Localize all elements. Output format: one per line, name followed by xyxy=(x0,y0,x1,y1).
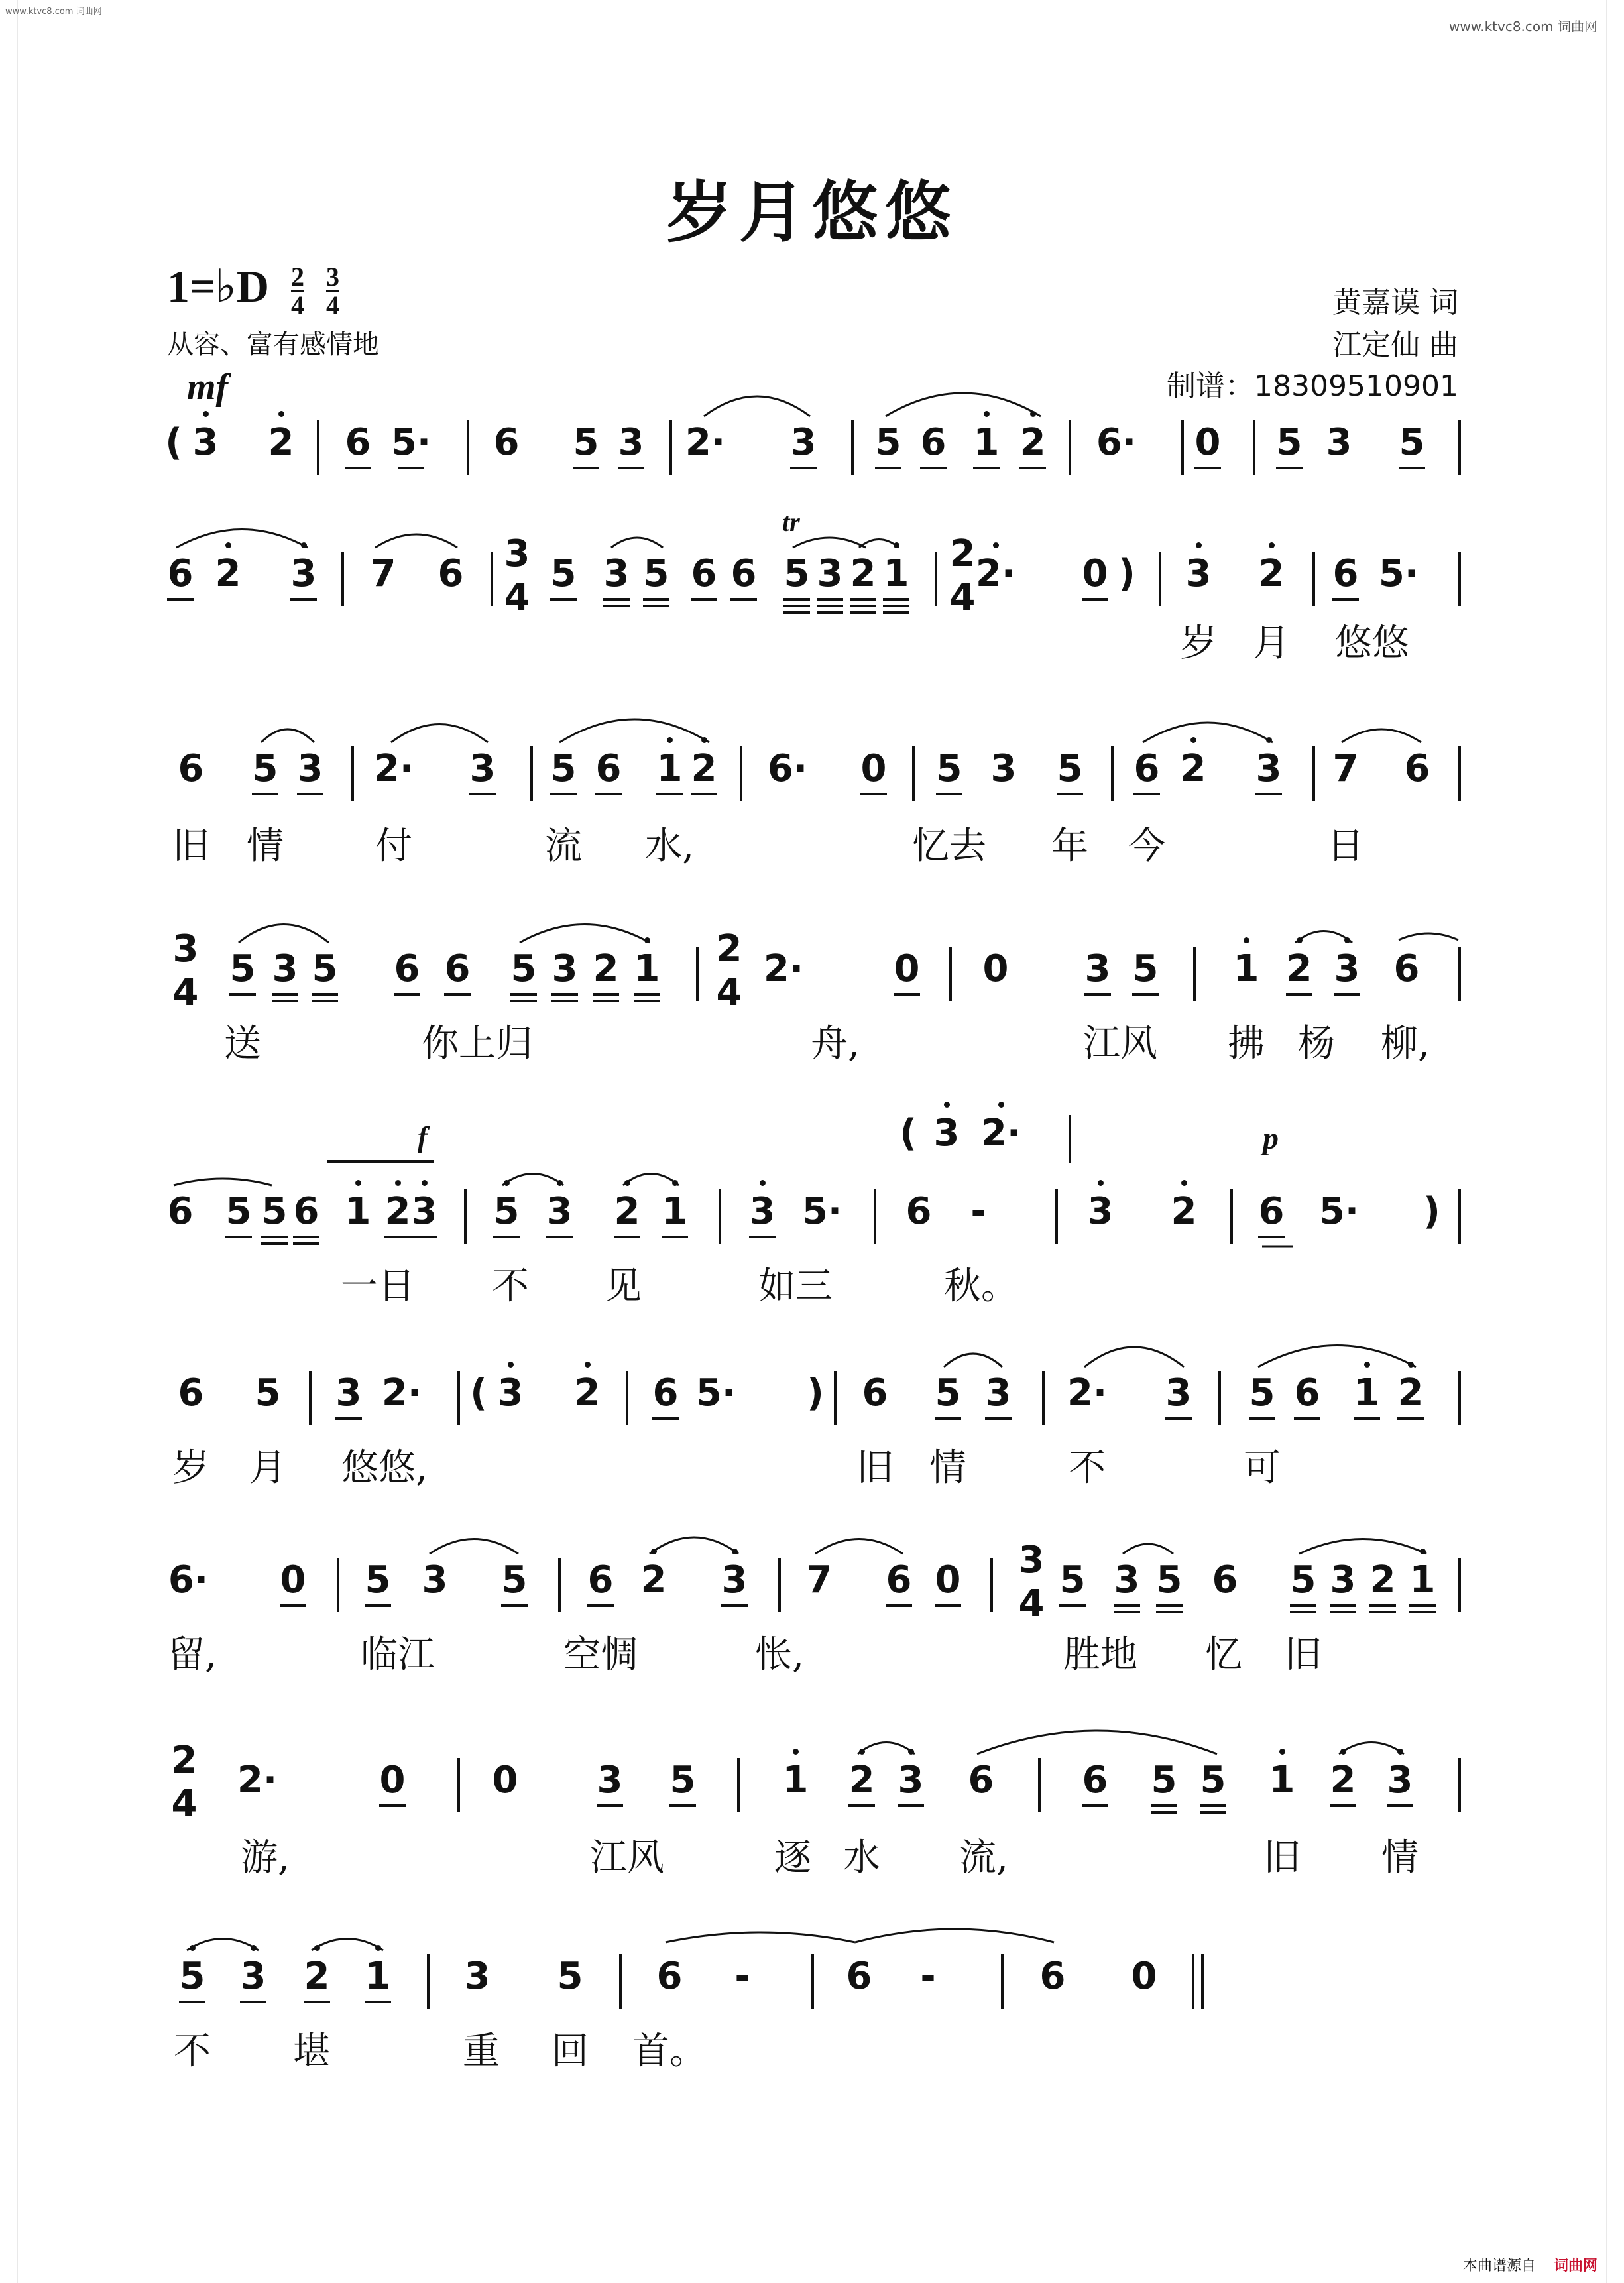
note: 6 xyxy=(1294,1372,1320,1415)
note: 3 xyxy=(411,1190,437,1233)
note: 2 xyxy=(384,1190,411,1233)
dynamic-mf: mf xyxy=(187,367,229,408)
slur-arc xyxy=(239,925,329,943)
note: 2· xyxy=(1067,1372,1108,1415)
transcriber-credit: 制谱：18309510901 xyxy=(1167,369,1458,403)
lyric-syllable: 旧 xyxy=(172,825,209,868)
note: 1 xyxy=(345,1190,371,1233)
note: 2 xyxy=(1171,1190,1197,1233)
slur-arc xyxy=(855,1929,1054,1942)
note: 2· xyxy=(763,947,804,990)
note: 3 xyxy=(1185,552,1212,595)
lyric-syllable: 胜地 xyxy=(1063,1633,1137,1676)
note: 5 xyxy=(229,947,256,990)
note: 3 xyxy=(817,552,843,595)
note: 5· xyxy=(1378,552,1419,595)
slur-arc xyxy=(559,719,709,742)
note: 5 xyxy=(875,421,901,464)
lyric-syllable: 旧 xyxy=(1263,1836,1301,1879)
lyric-syllable: 江风 xyxy=(590,1836,664,1879)
lyric-syllable: 空惆 xyxy=(563,1633,638,1676)
lyric-syllable: 旧 xyxy=(856,1446,894,1490)
note: 5 xyxy=(365,1558,391,1602)
note: 6 xyxy=(595,747,622,790)
note: 6· xyxy=(767,747,808,790)
tempo-marking: 从容、富有感情地 xyxy=(167,329,379,360)
trill-mark: tr xyxy=(782,507,800,537)
note: 6 xyxy=(345,421,371,464)
note: 2 xyxy=(1369,1558,1396,1602)
note: 5 xyxy=(501,1558,528,1602)
note: 6 xyxy=(1212,1558,1238,1602)
note: 5 xyxy=(936,747,962,790)
time-sig-change: 4 xyxy=(949,576,976,619)
note: 3 xyxy=(335,1372,362,1415)
note: 6 xyxy=(293,1190,319,1233)
note: 5 xyxy=(1057,747,1083,790)
note: 6 xyxy=(905,1190,932,1233)
note: 0 xyxy=(935,1558,961,1602)
note: 2 xyxy=(304,1955,330,1998)
time-sig-change: 4 xyxy=(716,971,742,1014)
lyric-syllable: 可 xyxy=(1244,1446,1281,1490)
note: 5 xyxy=(557,1955,583,1998)
time-sig-change: 2 xyxy=(171,1739,198,1782)
paren-close: ) xyxy=(1423,1190,1440,1233)
note: 5· xyxy=(1318,1190,1360,1233)
lyric-syllable: 送 xyxy=(224,1022,261,1065)
note: 5 xyxy=(1132,947,1159,990)
lyric-syllable: 临江 xyxy=(361,1633,435,1676)
time-signature-2-4: $\frac{2}{4}$ xyxy=(290,261,304,320)
lyric-syllable: 秋。 xyxy=(944,1265,1018,1308)
note: 6 xyxy=(1039,1955,1066,1998)
note: 5· xyxy=(801,1190,842,1233)
note: 0 xyxy=(492,1759,518,1802)
note: 1 xyxy=(1354,1372,1380,1415)
note: 1 xyxy=(634,947,660,990)
slur-arc xyxy=(886,393,1041,416)
note: 3 xyxy=(272,947,298,990)
note: 5 xyxy=(179,1955,205,1998)
note: 6 xyxy=(846,1955,872,1998)
time-signature-3-4: $\frac{3}{4}$ xyxy=(325,261,339,320)
note: 2 xyxy=(1019,421,1046,464)
note: 0 xyxy=(982,947,1009,990)
note: 2 xyxy=(848,1759,875,1802)
note: 3 xyxy=(240,1955,266,1998)
composer-credit: 江定仙 曲 xyxy=(1332,328,1458,362)
note: 5· xyxy=(695,1372,736,1415)
lyric-syllable: 悠悠, xyxy=(341,1446,428,1490)
lyric-syllable: 逐 xyxy=(774,1836,811,1879)
paren-open: ( xyxy=(470,1372,487,1415)
slur-arc xyxy=(1339,1743,1404,1755)
slur-arc xyxy=(650,1537,738,1554)
note: 6 xyxy=(920,421,947,464)
time-sig-change: 3 xyxy=(504,532,530,575)
site-watermark-left: www.ktvc8.com 词曲网 xyxy=(5,7,102,17)
note: 5 xyxy=(1399,421,1425,464)
note: 7 xyxy=(806,1558,833,1602)
note: 1 xyxy=(365,1955,391,1998)
lyric-syllable: 回 xyxy=(551,2030,589,2073)
note: 5 xyxy=(225,1190,252,1233)
lyric-syllable: 不 xyxy=(492,1265,529,1308)
note: 6 xyxy=(886,1558,912,1602)
note: 6 xyxy=(178,747,204,790)
note: 2· xyxy=(980,1112,1021,1155)
note: 3 xyxy=(749,1190,776,1233)
note: 2· xyxy=(685,421,726,464)
note: 3 xyxy=(464,1955,491,1998)
lyric-syllable: 流, xyxy=(959,1836,1008,1879)
paren-open: ( xyxy=(165,421,182,464)
note: 3 xyxy=(990,747,1017,790)
note: 6 xyxy=(862,1372,888,1415)
lyric-syllable: 今 xyxy=(1128,825,1165,868)
note: 5 xyxy=(550,552,577,595)
note: 5 xyxy=(1290,1558,1316,1602)
site-watermark-right: www.ktvc8.com 词曲网 xyxy=(1448,19,1597,34)
note: 3 xyxy=(618,421,644,464)
note: 5 xyxy=(312,947,338,990)
note: 1 xyxy=(782,1759,809,1802)
note: 5 xyxy=(643,552,669,595)
note: 6 xyxy=(587,1558,614,1602)
lyric-syllable: 堪 xyxy=(293,2030,330,2073)
note: 0 xyxy=(1131,1955,1157,1998)
note: 6 xyxy=(437,552,464,595)
note: 6 xyxy=(493,421,520,464)
note: 3 xyxy=(1114,1558,1140,1602)
note: 5 xyxy=(510,947,537,990)
slur-arc xyxy=(977,1731,1217,1754)
lyricist-credit: 黄嘉谟 词 xyxy=(1332,286,1458,320)
lyric-syllable: 月 xyxy=(249,1446,286,1490)
time-sig-change: 4 xyxy=(171,1783,198,1826)
note: - xyxy=(970,1190,986,1233)
lyric-syllable: 日 xyxy=(1327,825,1364,868)
note: 2 xyxy=(1180,747,1206,790)
note: 6 xyxy=(730,552,757,595)
note: 0 xyxy=(280,1558,306,1602)
footer-brand: 词曲网 xyxy=(1553,2258,1597,2274)
note: 3 xyxy=(1326,421,1352,464)
note: 3 xyxy=(422,1558,448,1602)
note: 2 xyxy=(1286,947,1312,990)
note: 3 xyxy=(597,1759,623,1802)
note: 0 xyxy=(379,1759,406,1802)
note: 3 xyxy=(1255,747,1282,790)
lyric-syllable: 怅, xyxy=(755,1633,804,1676)
time-sig-change: 4 xyxy=(504,576,530,619)
note: 2 xyxy=(614,1190,640,1233)
time-sig-change: 3 xyxy=(172,927,199,970)
slur-arc xyxy=(1258,1346,1416,1368)
lyric-syllable: 留, xyxy=(168,1633,217,1676)
slur-arc xyxy=(174,1179,272,1185)
slur-arc xyxy=(858,1743,915,1755)
note: 2 xyxy=(640,1558,667,1602)
lyric-syllable: 旧 xyxy=(1285,1633,1322,1676)
note: 3 xyxy=(469,747,496,790)
note: 5 xyxy=(1249,1372,1275,1415)
note: 1 xyxy=(656,747,683,790)
lyric-syllable: 你上归 xyxy=(422,1022,533,1065)
dynamic-f: f xyxy=(418,1121,428,1153)
lyric-syllable: 忆 xyxy=(1205,1633,1242,1676)
note: 5 xyxy=(252,747,278,790)
lyric-syllable: 柳, xyxy=(1381,1022,1430,1065)
lyric-syllable: 重 xyxy=(463,2030,500,2073)
note: 1 xyxy=(1269,1759,1295,1802)
lyric-syllable: 游, xyxy=(241,1836,290,1879)
lyric-syllable: 不 xyxy=(1069,1446,1106,1490)
note: 3 xyxy=(985,1372,1012,1415)
note: 5 xyxy=(783,552,810,595)
note: 5 xyxy=(669,1759,696,1802)
song-title: 岁月悠悠 xyxy=(666,173,958,251)
note: 1 xyxy=(973,421,1000,464)
note: 3 xyxy=(603,552,630,595)
note: 0 xyxy=(894,947,920,990)
note: 2 xyxy=(850,552,876,595)
slur-arc xyxy=(1295,931,1352,943)
note: 3 xyxy=(546,1190,573,1233)
note: 6 xyxy=(691,552,717,595)
lyric-syllable: 江风 xyxy=(1083,1022,1157,1065)
slur-arc xyxy=(944,1354,1002,1367)
lyric-syllable: 悠悠 xyxy=(1335,622,1409,665)
footer-note: 本曲谱源自 xyxy=(1462,2258,1536,2274)
slur-arc xyxy=(375,534,457,548)
note: 3 xyxy=(497,1372,524,1415)
lyric-syllable: 水 xyxy=(843,1836,880,1879)
slur-arc xyxy=(1123,1544,1173,1554)
slur-arc xyxy=(1084,1347,1184,1367)
note: 1 xyxy=(1409,1558,1436,1602)
note: 3 xyxy=(297,747,323,790)
time-sig-change: 2 xyxy=(716,927,742,970)
lyric-syllable: 不 xyxy=(174,2030,211,2073)
slur-arc xyxy=(666,1932,855,1942)
note: 2· xyxy=(373,747,414,790)
lyric-syllable: 如三 xyxy=(758,1265,833,1308)
note: 2· xyxy=(975,552,1016,595)
note: 6 xyxy=(167,1190,194,1233)
slur-arc xyxy=(430,1539,518,1554)
note: 6 xyxy=(167,552,194,595)
note: 7 xyxy=(370,552,396,595)
time-sig-change: 3 xyxy=(1018,1539,1045,1582)
paren-close: ) xyxy=(1118,552,1135,595)
note: 5· xyxy=(390,421,432,464)
note: 3 xyxy=(1330,1558,1356,1602)
note: 3 xyxy=(1165,1372,1192,1415)
lyric-syllable: 月 xyxy=(1253,622,1290,665)
note: 5 xyxy=(1200,1759,1226,1802)
note: 2 xyxy=(574,1372,601,1415)
lyric-syllable: 年 xyxy=(1051,825,1088,868)
slur-arc xyxy=(793,538,866,548)
note: 0 xyxy=(1082,552,1108,595)
paren-close: ) xyxy=(807,1372,824,1415)
note: 1 xyxy=(1233,947,1259,990)
slur-arc xyxy=(1143,723,1273,742)
note: 2 xyxy=(1330,1759,1356,1802)
note: 5 xyxy=(1156,1558,1183,1602)
slur-arc xyxy=(502,1174,563,1186)
note: 2· xyxy=(237,1759,278,1802)
note: 6 xyxy=(1082,1759,1108,1802)
note: 6 xyxy=(444,947,471,990)
note: 2 xyxy=(268,421,294,464)
note: 6 xyxy=(178,1372,204,1415)
time-sig-change: 4 xyxy=(1018,1582,1045,1625)
note: 2 xyxy=(215,552,241,595)
note: 0 xyxy=(860,747,887,790)
note: 3 xyxy=(933,1112,960,1155)
lyric-syllable: 见 xyxy=(605,1265,642,1308)
note: 1 xyxy=(662,1190,688,1233)
note: 6 xyxy=(1332,552,1359,595)
key-text: 1=♭D xyxy=(167,261,269,312)
note: 6 xyxy=(1404,747,1430,790)
dynamic-p: p xyxy=(1263,1121,1279,1156)
note: 2 xyxy=(691,747,717,790)
slur-arc xyxy=(261,729,314,742)
slur-arc xyxy=(520,925,650,943)
note: 5 xyxy=(255,1372,281,1415)
note: 6 xyxy=(968,1759,994,1802)
note: 6 xyxy=(1258,1190,1285,1233)
note: 6 xyxy=(656,1955,683,1998)
note: 6 xyxy=(394,947,420,990)
note: 5 xyxy=(550,747,577,790)
note: 5 xyxy=(1151,1759,1177,1802)
lyric-syllable: 忆去 xyxy=(912,825,986,868)
note: 1 xyxy=(883,552,909,595)
note: 2 xyxy=(1258,552,1285,595)
slur-arc xyxy=(704,396,810,416)
slur-arc xyxy=(815,1539,903,1554)
time-sig-change: 4 xyxy=(172,971,199,1014)
slur-arc xyxy=(176,530,308,548)
note: 6 xyxy=(1133,747,1160,790)
note: - xyxy=(734,1955,750,1998)
note: 6 xyxy=(652,1372,679,1415)
lyric-syllable: 一日 xyxy=(341,1265,415,1308)
note: 5 xyxy=(1059,1558,1086,1602)
note: 3 xyxy=(1087,1190,1114,1233)
slur-arc xyxy=(1342,729,1421,742)
note: 3 xyxy=(1387,1759,1413,1802)
note: 0 xyxy=(1194,421,1221,464)
note: 3 xyxy=(1084,947,1111,990)
lyric-syllable: 情 xyxy=(247,825,284,868)
note: 3 xyxy=(192,421,219,464)
slur-arc xyxy=(1299,1539,1426,1554)
note: 6· xyxy=(168,1558,209,1602)
note: 3 xyxy=(790,421,817,464)
note: 3 xyxy=(1334,947,1360,990)
note: 5 xyxy=(493,1190,520,1233)
note: 3 xyxy=(551,947,578,990)
lyric-syllable: 流 xyxy=(545,825,582,868)
lyric-syllable: 岁 xyxy=(1180,622,1217,665)
slur-arc xyxy=(1399,933,1458,940)
note: 6· xyxy=(1096,421,1137,464)
paren-open: ( xyxy=(899,1112,917,1155)
lyric-syllable: 首。 xyxy=(632,2030,707,2073)
note: 5 xyxy=(935,1372,961,1415)
slur-arc xyxy=(623,1174,679,1186)
lyric-syllable: 岁 xyxy=(172,1446,209,1490)
note: 2 xyxy=(1397,1372,1424,1415)
note: 3 xyxy=(290,552,317,595)
lyric-syllable: 付 xyxy=(375,825,412,868)
slur-arc xyxy=(611,538,663,548)
lyric-syllable: 情 xyxy=(929,1446,966,1490)
note: 5 xyxy=(1276,421,1303,464)
note: 2· xyxy=(381,1372,422,1415)
note: 5 xyxy=(261,1190,288,1233)
note: 7 xyxy=(1332,747,1359,790)
note: 3 xyxy=(721,1558,748,1602)
lyric-syllable: 舟, xyxy=(811,1022,860,1065)
slur-arc xyxy=(187,1939,259,1951)
time-sig-change: 2 xyxy=(949,532,976,575)
lyric-syllable: 水, xyxy=(645,825,694,868)
lyric-syllable: 杨 xyxy=(1298,1022,1335,1065)
note: 5 xyxy=(573,421,599,464)
note: 2 xyxy=(593,947,619,990)
note: 6 xyxy=(1393,947,1420,990)
lyric-syllable: 拂 xyxy=(1228,1022,1265,1065)
note: - xyxy=(920,1955,936,1998)
slur-arc xyxy=(312,1939,383,1951)
note: 3 xyxy=(898,1759,924,1802)
lyric-syllable: 情 xyxy=(1381,1836,1419,1879)
slur-arc xyxy=(391,725,488,743)
